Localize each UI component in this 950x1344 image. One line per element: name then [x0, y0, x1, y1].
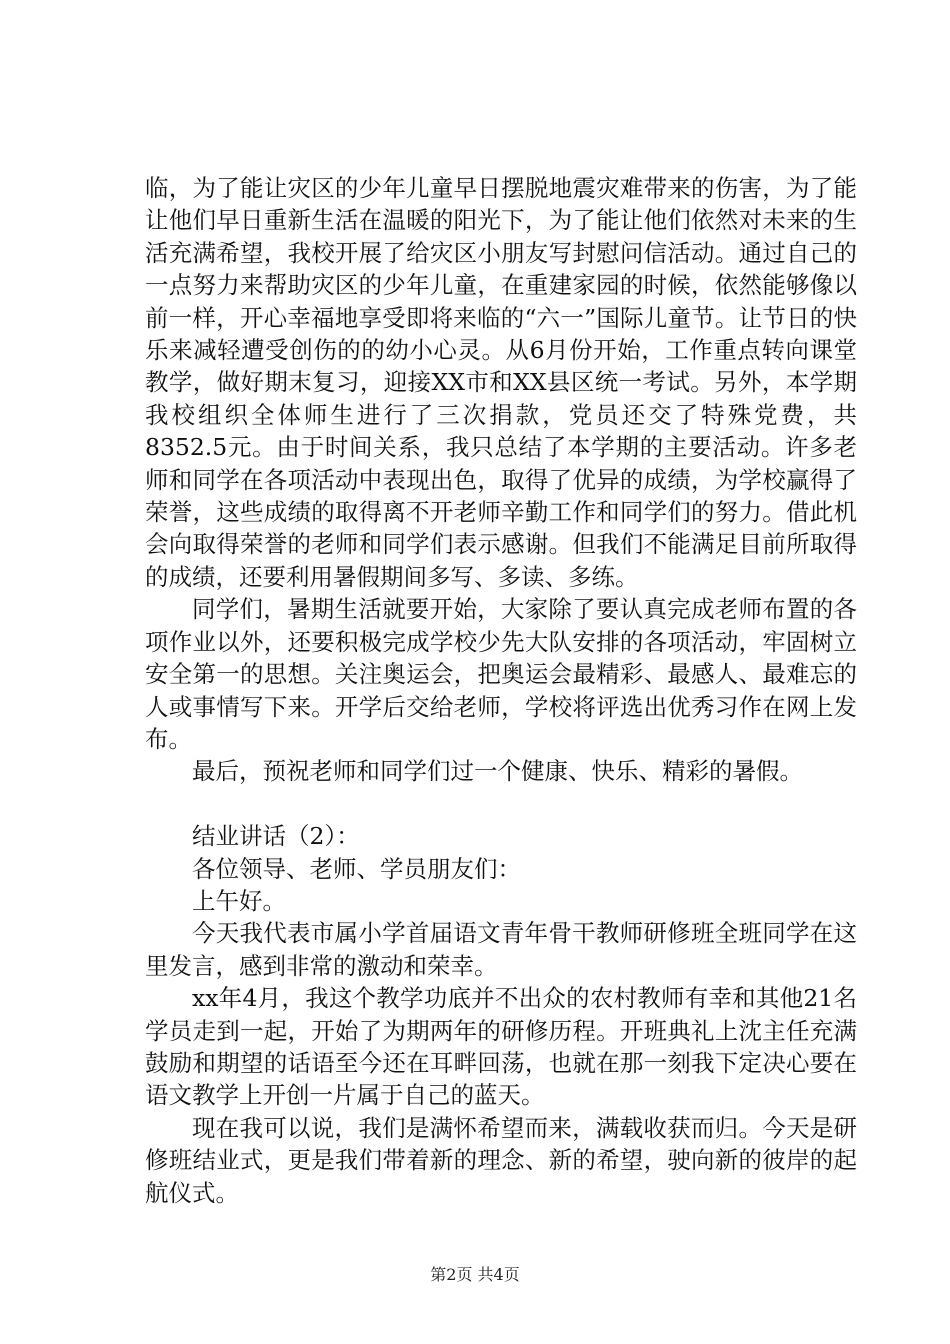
paragraph-summer-advice: 同学们，暑期生活就要开始，大家除了要认真完成老师布置的各项作业以外，还要积极完成学校少先大队安排的各项活动，牢固树立安全第一的思想。关注奥运会，把奥运会最精彩、最感人、最难忘的人或事情写下来。开学后交给老师，学校将评选出优秀习作在网上发布。 [145, 595, 857, 753]
section-title: 结业讲话（2）： [192, 822, 360, 851]
section-spacer [145, 788, 857, 820]
salutation: 各位领导、老师、学员朋友们： [192, 854, 521, 883]
document-body [145, 172, 857, 1209]
paragraph-graduation: 现在我可以说，我们是满怀希望而来，满载收获而归。今天是研修班结业式，更是我们带着新的理念、新的希望，驶向新的彼岸的起航仪式。 [145, 1113, 857, 1207]
paragraph-continued: 临，为了能让灾区的少年儿童早日摆脱地震灾难带来的伤害，为了能让他们早日重新生活在温暖的阳光下，为了能让他们依然对未来的生活充满希望，我校开展了给灾区小朋友写封慰问信活动。通过自己的一点努力来帮助灾区的少年儿童，在重建家园的时候，依然能够像以前一样，开心幸福地享受即将来临的“六一”国际儿童节。让节日的快乐来减轻遭受创伤的的幼小心灵。从6月份开始，工作重点转向课堂教学，做好期末复习，迎接XX市和XX县区统一考试。另外，本学期我校组织全体师生进行了三次捐款，党员还交了特殊党费，共8352.5元。由于时间关系，我只总结了本学期的主要活动。许多老师和同学在各项活动中表现出色，取得了优异的成绩，为学校赢得了荣誉，这些成绩的取得离不开老师辛勤工作和同学们的努力。借此机会向取得荣誉的老师和同学们表示感谢。但我们不能满足目前所取得的成绩，还要利用暑假期间多写、多读、多练。 [145, 174, 857, 591]
greeting: 上午好。 [192, 886, 286, 915]
paragraph-training-history: xx年4月，我这个教学功底并不出众的农村教师有幸和其他21名学员走到一起，开始了为期两年的研修历程。开班典礼上沈主任充满鼓励和期望的话语至今还在耳畔回荡，也就在那一刻我下定决心要在语文教学上开创一片属于自己的蓝天。 [145, 984, 857, 1110]
page-number-footer: 第2页 共4页 [430, 1265, 520, 1284]
paragraph-closing-wish: 最后，预祝老师和同学们过一个健康、快乐、精彩的暑假。 [192, 757, 803, 786]
paragraph-speech-intro: 今天我代表市属小学首届语文青年骨干教师研修班全班同学在这里发言，感到非常的激动和荣幸。 [145, 919, 857, 980]
